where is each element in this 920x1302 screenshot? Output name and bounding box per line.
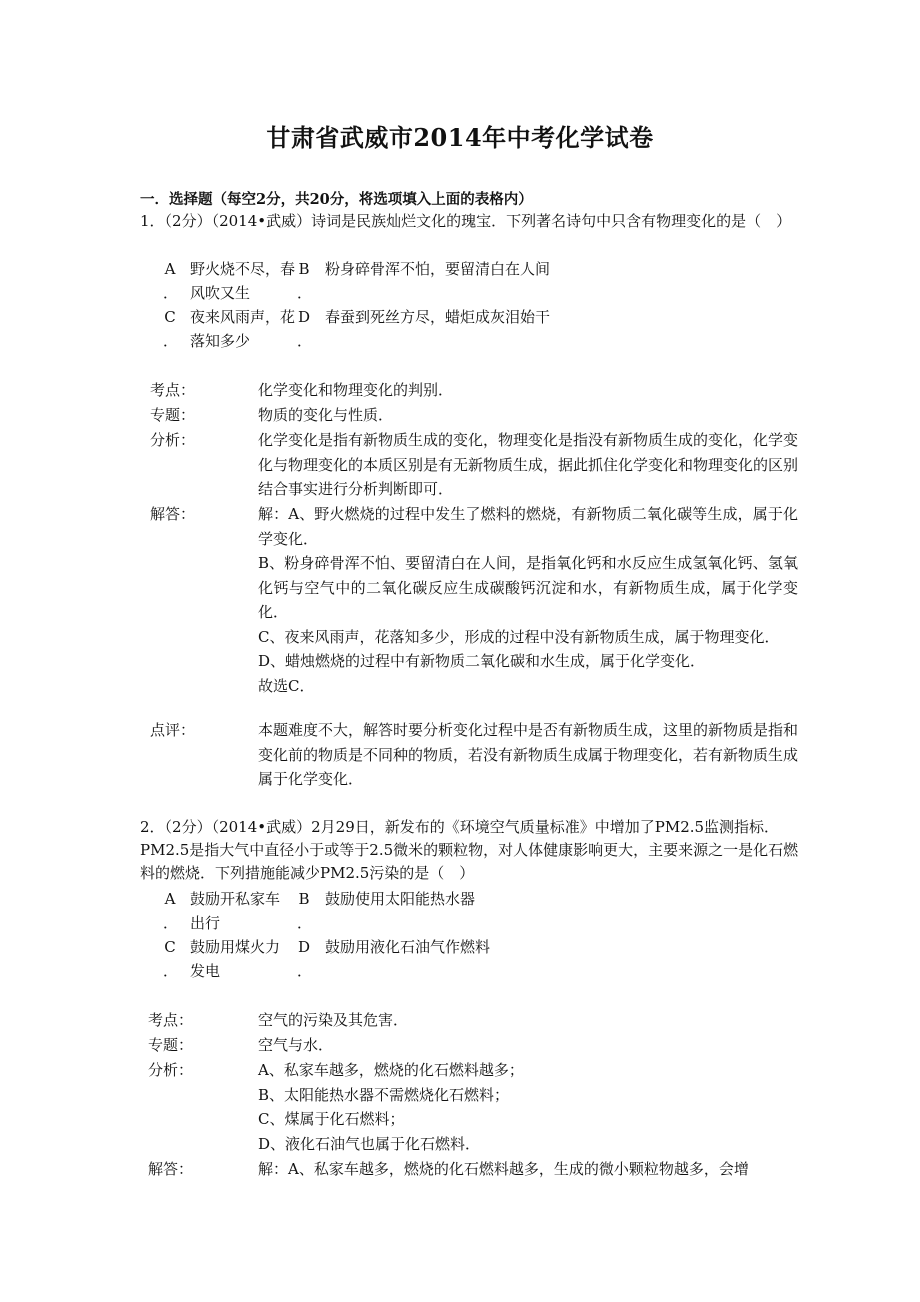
option-d-dot: ． bbox=[297, 332, 313, 350]
q1-jieda-a: 解：A、野火燃烧的过程中发生了燃料的燃烧，有新物质二氧化碳等生成，属于化学变化． bbox=[258, 505, 798, 548]
q1-fenxi: 化学变化是指有新物质生成的变化，物理变化是指没有新物质生成的变化，化学变化与物理变化的本质区别是有无新物质生成，据此抓住化学变化和物理变化的区别结合事实进行分析判断即可． bbox=[258, 431, 799, 498]
option-b-letter: B bbox=[298, 260, 310, 278]
option-b-text: 粉身碎骨浑不怕，要留清白在人间 bbox=[325, 260, 551, 278]
option-c-letter: C bbox=[164, 308, 176, 326]
document-title: 甘肃省武威市2014年中考化学试卷 bbox=[266, 123, 654, 152]
option-c-text-cont: 落知多少 bbox=[190, 332, 251, 350]
label-dianping: 点评： bbox=[150, 721, 196, 739]
q2-option-c-text: 鼓励用煤火力 bbox=[190, 938, 281, 956]
q2-option-d-dot: ． bbox=[297, 962, 313, 980]
q2-option-d-text: 鼓励用液化石油气作燃料 bbox=[325, 938, 491, 956]
option-a-text: 野火烧不尽，春 bbox=[190, 260, 296, 278]
q2-option-c-letter: C bbox=[164, 938, 176, 956]
question-1-options bbox=[0, 258, 920, 354]
q2-option-d-letter: D bbox=[297, 938, 311, 956]
q2-option-b-letter: B bbox=[298, 890, 310, 908]
question-2-stem: 2．（2分）（2014•武威）2月29日，新发布的《环境空气质量标准》中增加了PM2.5监测指标．PM2.5是指大气中直径小于或等于2.5微米的颗粒物，对人体健康影响更大，主要来源之一是化石燃料的燃烧．下列措施能减少PM2.5污染的是（ ） bbox=[140, 818, 799, 882]
q1-zhuanti: 物质的变化与性质． bbox=[258, 406, 394, 424]
question-2-options bbox=[0, 888, 920, 984]
q2-fenxi-a: A、私家车越多，燃烧的化石燃料越多； bbox=[258, 1061, 524, 1079]
option-d-letter: D bbox=[297, 308, 311, 326]
q2-option-a-text: 鼓励开私家车 bbox=[190, 890, 281, 908]
q2-label-fenxi: 分析： bbox=[148, 1061, 194, 1079]
q2-option-c-dot: ． bbox=[163, 962, 179, 980]
q1-jieda bbox=[258, 502, 798, 698]
q2-label-zhuanti: 专题： bbox=[148, 1036, 194, 1054]
label-fenxi: 分析： bbox=[150, 431, 196, 449]
option-a-letter: A bbox=[164, 260, 176, 278]
q2-fenxi-c: C、煤属于化石燃料； bbox=[258, 1110, 405, 1128]
option-c-dot: ． bbox=[163, 332, 179, 350]
option-c-text: 夜来风雨声，花 bbox=[190, 308, 296, 326]
q2-option-a-dot: ． bbox=[163, 914, 179, 932]
label-zhuanti: 专题： bbox=[150, 406, 196, 424]
label-kaodian: 考点： bbox=[150, 381, 196, 399]
section-heading: 一．选择题（每空2分，共20分，将选项填入上面的表格内） bbox=[140, 191, 533, 208]
q2-fenxi bbox=[258, 1058, 798, 1156]
option-a-dot: ． bbox=[163, 284, 179, 302]
option-d-text: 春蚕到死丝方尽，蜡炬成灰泪始干 bbox=[325, 308, 551, 326]
q1-dianping: 本题难度不大，解答时要分析变化过程中是否有新物质生成，这里的新物质是指和变化前的物质是不同种的物质，若没有新物质生成属于物理变化，若有新物质生成属于化学变化． bbox=[258, 721, 799, 788]
q2-option-b-dot: ． bbox=[297, 914, 313, 932]
q2-option-a-letter: A bbox=[164, 890, 176, 908]
q2-kaodian: 空气的污染及其危害． bbox=[258, 1011, 409, 1029]
q1-jieda-b: B、粉身碎骨浑不怕、要留清白在人间，是指氧化钙和水反应生成氢氧化钙、氢氧化钙与空气中的二氧化碳反应生成碳酸钙沉淀和水，有新物质生成，属于化学变化． bbox=[258, 554, 798, 621]
q1-kaodian: 化学变化和物理变化的判别． bbox=[258, 381, 454, 399]
q2-label-kaodian: 考点： bbox=[148, 1011, 194, 1029]
q2-fenxi-b: B、太阳能热水器不需燃烧化石燃料； bbox=[258, 1085, 510, 1104]
q1-jieda-c: C、夜来风雨声，花落知多少，形成的过程中没有新物质生成，属于物理变化． bbox=[258, 627, 780, 646]
q2-option-a-text-cont: 出行 bbox=[190, 914, 221, 932]
q2-jieda: 解：A、私家车越多，燃烧的化石燃料越多，生成的微小颗粒物越多，会增 bbox=[258, 1160, 749, 1178]
q1-jieda-d: D、蜡烛燃烧的过程中有新物质二氧化碳和水生成，属于化学变化． bbox=[258, 652, 706, 670]
q2-option-b-text: 鼓励使用太阳能热水器 bbox=[325, 890, 476, 908]
question-1-stem: 1．（2分）（2014•武威）诗词是民族灿烂文化的瑰宝．下列著名诗句中只含有物理变化的是（ ） bbox=[140, 212, 792, 230]
q2-option-c-text-cont: 发电 bbox=[190, 962, 221, 980]
option-a-text-cont: 风吹又生 bbox=[190, 284, 251, 302]
label-jieda: 解答： bbox=[150, 505, 196, 523]
q2-fenxi-d: D、液化石油气也属于化石燃料． bbox=[258, 1134, 481, 1153]
q2-label-jieda: 解答： bbox=[148, 1160, 194, 1178]
q2-zhuanti: 空气与水． bbox=[258, 1036, 334, 1054]
option-b-dot: ． bbox=[297, 284, 313, 302]
q1-jieda-answer: 故选C． bbox=[258, 676, 315, 695]
